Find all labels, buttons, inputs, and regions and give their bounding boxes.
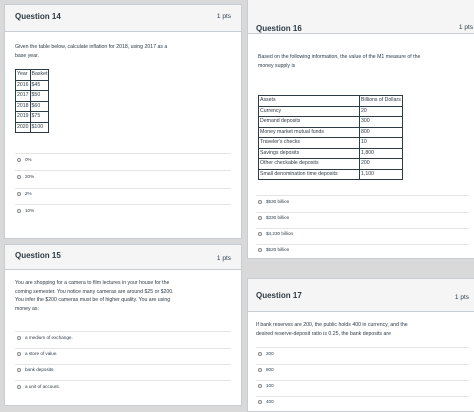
answer-option[interactable] <box>258 367 274 372</box>
table-header-row <box>16 70 49 81</box>
option-label: bank deposits. <box>25 367 55 372</box>
question-15-card <box>4 244 242 406</box>
table-row <box>16 122 49 133</box>
question-title: Question 16 <box>256 24 302 33</box>
radio-button[interactable] <box>258 200 262 204</box>
question-header <box>248 0 474 34</box>
divider <box>256 195 469 196</box>
table-cell: 20 <box>360 106 403 117</box>
option-label: 10% <box>25 208 35 213</box>
table-header-row <box>259 96 403 107</box>
radio-button[interactable] <box>258 232 262 236</box>
table-cell: 1,100 <box>360 169 403 180</box>
table-cell: 2019 <box>16 112 31 123</box>
question-16-card <box>247 0 474 259</box>
table-header-cell: Assets <box>259 96 360 107</box>
answer-option[interactable] <box>17 335 73 340</box>
question-points: 1 pts <box>454 294 469 301</box>
divider <box>15 204 231 205</box>
table-cell: 2016 <box>16 80 31 91</box>
table-row <box>259 138 403 149</box>
radio-button[interactable] <box>258 384 262 388</box>
radio-button[interactable] <box>258 352 262 356</box>
option-label: $520 billion <box>266 247 290 252</box>
radio-button[interactable] <box>258 368 262 372</box>
divider <box>256 244 469 245</box>
table-header-cell: Basket <box>30 70 49 81</box>
answer-option[interactable] <box>17 208 34 213</box>
answer-option[interactable] <box>17 384 60 389</box>
table-cell: $45 <box>30 80 49 91</box>
divider <box>15 348 231 349</box>
divider <box>256 364 469 365</box>
answer-option[interactable] <box>258 399 274 404</box>
option-label: 20% <box>25 174 35 179</box>
option-label: a store of value. <box>25 351 58 356</box>
question-points: 1 pts <box>216 13 231 20</box>
table-cell: 10 <box>360 138 403 149</box>
question-title: Question 17 <box>256 291 302 300</box>
answer-option[interactable] <box>258 247 289 252</box>
table-row <box>259 106 403 117</box>
assets-table <box>258 95 403 180</box>
option-label: 0% <box>25 157 32 162</box>
question-prompt: Based on the following information, the value of the M1 measure of the money supply is <box>258 54 421 69</box>
table-row <box>16 91 49 102</box>
table-cell: Traveler's checks <box>259 138 360 149</box>
table-cell: Other checkable deposits <box>259 159 360 170</box>
divider <box>256 228 469 229</box>
radio-button[interactable] <box>17 385 21 389</box>
table-cell: $100 <box>30 122 49 133</box>
answer-option[interactable] <box>258 199 289 204</box>
table-cell: 2017 <box>16 91 31 102</box>
table-cell: 300 <box>360 117 403 128</box>
divider <box>256 212 469 213</box>
table-cell: $50 <box>30 91 49 102</box>
option-label: 200 <box>266 351 274 356</box>
table-cell: Savings deposits <box>259 148 360 159</box>
question-points: 1 pts <box>216 255 231 262</box>
table-row <box>16 101 49 112</box>
question-title: Question 15 <box>15 251 61 260</box>
table-cell: 2020 <box>16 122 31 133</box>
radio-button[interactable] <box>17 352 21 356</box>
table-cell: Currency <box>259 106 360 117</box>
answer-option[interactable] <box>17 191 32 196</box>
answer-option[interactable] <box>258 351 274 356</box>
question-17-card <box>247 278 474 412</box>
divider <box>256 396 469 397</box>
answer-option[interactable] <box>17 157 32 162</box>
radio-button[interactable] <box>258 248 262 252</box>
basket-table <box>15 69 49 133</box>
question-header <box>5 245 241 270</box>
answer-option[interactable] <box>258 231 293 236</box>
table-cell: Demand deposits <box>259 117 360 128</box>
radio-button[interactable] <box>17 368 21 372</box>
question-prompt: If bank reserves are 200, the public holds 400 in currency, and the desired reserve-deposit ratio is 0.25, the bank deposits are <box>256 322 408 337</box>
option-label: 2% <box>25 191 32 196</box>
question-prompt: You are shopping for a camera to film lectures in your house for the coming semester. You notice many cameras are around $25 or $200. You infer the $200 cameras must be of higher quality. You are using money as: <box>15 280 174 312</box>
table-row <box>259 148 403 159</box>
option-label: 400 <box>266 399 274 404</box>
question-14-card <box>4 4 242 239</box>
divider <box>15 170 231 171</box>
radio-button[interactable] <box>258 216 262 220</box>
radio-button[interactable] <box>17 192 21 196</box>
table-cell: $75 <box>30 112 49 123</box>
table-cell: Money market mutual funds <box>259 127 360 138</box>
answer-option[interactable] <box>258 383 274 388</box>
option-label: a unit of account. <box>25 384 60 389</box>
answer-option[interactable] <box>17 351 58 356</box>
option-label: $4,230 billion <box>266 231 294 236</box>
table-row <box>16 80 49 91</box>
option-label: 100 <box>266 383 274 388</box>
divider <box>15 380 231 381</box>
option-label: 800 <box>266 367 274 372</box>
table-header-cell: Year <box>16 70 31 81</box>
divider <box>15 364 231 365</box>
table-row <box>16 112 49 123</box>
table-header-cell: Billions of Dollars <box>360 96 403 107</box>
table-row <box>259 117 403 128</box>
table-cell: 2018 <box>16 101 31 112</box>
table-cell: 1,800 <box>360 148 403 159</box>
divider <box>15 331 231 332</box>
radio-button[interactable] <box>17 175 21 179</box>
option-label: a medium of exchange. <box>25 335 73 340</box>
table-row <box>259 159 403 170</box>
answer-option[interactable] <box>258 215 289 220</box>
answer-option[interactable] <box>17 367 55 372</box>
divider <box>256 380 469 381</box>
radio-button[interactable] <box>17 336 21 340</box>
table-cell: 800 <box>360 127 403 138</box>
divider <box>15 188 231 189</box>
question-header <box>248 279 474 312</box>
table-row <box>259 169 403 180</box>
question-title: Question 14 <box>15 12 61 21</box>
question-prompt: Given the table below, calculate inflation for 2018, using 2017 as a base year. <box>15 44 168 59</box>
option-label: $530 billion <box>266 199 290 204</box>
radio-button[interactable] <box>17 158 21 162</box>
radio-button[interactable] <box>258 400 262 404</box>
answer-option[interactable] <box>17 174 34 179</box>
divider <box>15 153 231 154</box>
table-cell: $60 <box>30 101 49 112</box>
table-cell: 200 <box>360 159 403 170</box>
question-header <box>5 5 241 32</box>
table-row <box>259 127 403 138</box>
option-label: $330 billion <box>266 215 290 220</box>
divider <box>256 347 469 348</box>
radio-button[interactable] <box>17 209 21 213</box>
question-points: 1 pts <box>458 24 473 31</box>
table-cell: Small denomination time deposits <box>259 169 360 180</box>
